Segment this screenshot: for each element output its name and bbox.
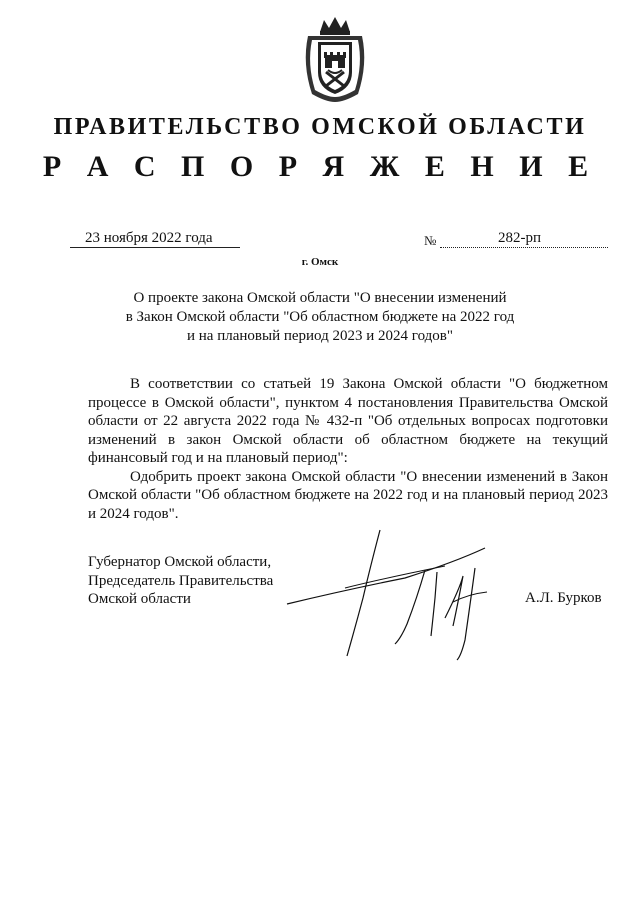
- document-number: 282-рп: [440, 229, 608, 248]
- signer-position: [88, 553, 273, 609]
- number-sign: №: [424, 233, 437, 248]
- document-city: г. Омск: [301, 256, 339, 268]
- body-paragraph: В соответствии со статьей 19 Закона Омской области "О бюджетном процессе в Омской области", пунктом 4 постановления Правительства Омской области от 22 августа 2022 года № 432-п "Об отдельных вопросах подготовки изменений в закон Омской области об областном бюджете на текущий финансовый год и на плановый период":: [88, 376, 608, 466]
- signer-position-line: Омской области: [88, 591, 191, 607]
- handwritten-signature: [285, 528, 515, 663]
- document-date: 23 ноября 2022 года: [70, 229, 240, 248]
- document-subject: [90, 289, 550, 346]
- subject-line: О проекте закона Омской области "О внесении изменений: [133, 290, 507, 306]
- subject-line: и на плановый период 2023 и 2024 годов": [187, 328, 453, 344]
- signer-position-line: Председатель Правительства: [88, 572, 274, 589]
- document-type-title: Р А С П О Р Я Ж Е Н И Е: [42, 150, 598, 183]
- government-title: ПРАВИТЕЛЬСТВО ОМСКОЙ ОБЛАСТИ: [53, 114, 587, 140]
- subject-line: в Закон Омской области "Об областном бюджете на 2022 год: [125, 309, 515, 325]
- signer-position-line: Губернатор Омской области,: [88, 554, 272, 570]
- signer-name: А.Л. Бурков: [525, 590, 602, 606]
- body-paragraph: Одобрить проект закона Омской области "О внесении изменений в Закон Омской области "Об областном бюджете на 2022 год и на плановый период 2023 и 2024 годов".: [88, 468, 608, 522]
- coat-of-arms-icon: [298, 14, 372, 104]
- document-body: [88, 375, 608, 523]
